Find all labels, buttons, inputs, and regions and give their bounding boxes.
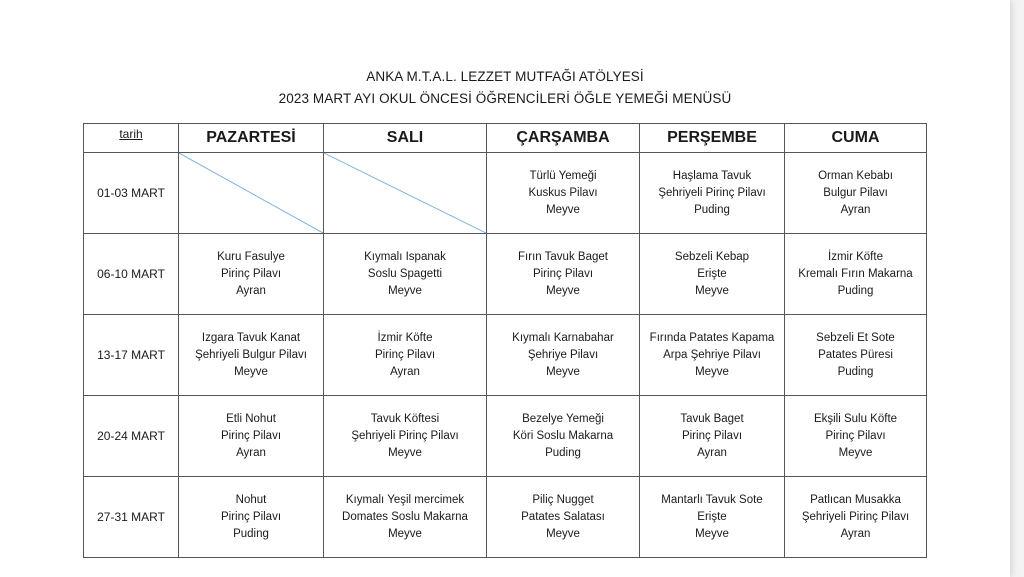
dish-list <box>324 234 486 300</box>
dish-item: İzmir Köfte <box>377 332 433 344</box>
dish-item: Şehriyeli Pirinç Pilavı <box>801 511 910 523</box>
dish-item: Meyve <box>695 366 729 378</box>
dish-list <box>179 315 323 381</box>
dish-list <box>324 477 486 543</box>
dish-list <box>640 396 784 462</box>
menu-cell-thursday <box>640 153 785 234</box>
dish-item: Nohut <box>235 494 267 506</box>
dish-item: Meyve <box>546 285 580 297</box>
dish-list <box>487 315 639 381</box>
dish-item: Puding <box>837 285 874 297</box>
dish-item: Ayran <box>697 447 727 459</box>
diagonal-line <box>179 153 323 233</box>
menu-cell-tuesday <box>324 315 487 396</box>
diagonal-strike <box>324 153 486 233</box>
dish-item: Izgara Tavuk Kanat <box>201 332 301 344</box>
menu-cell-wednesday <box>487 153 640 234</box>
dish-item: Erişte <box>697 268 727 280</box>
dish-item: Şehriyeli Pirinç Pilavı <box>658 187 766 199</box>
dish-item: Tavuk Köftesi <box>370 413 440 425</box>
dish-item: Meyve <box>388 447 422 459</box>
dish-item: Ayran <box>840 204 871 216</box>
dish-item: Şehriyeli Pirinç Pilavı <box>351 430 459 442</box>
dish-item: Meyve <box>388 285 422 297</box>
dish-item: Erişte <box>697 511 727 523</box>
menu-cell-thursday <box>640 477 785 558</box>
dish-item: Patates Püresi <box>818 349 893 361</box>
dish-item: Mantarlı Tavuk Sote <box>661 494 763 506</box>
dish-list <box>785 315 926 381</box>
dish-item: Pirinç Pilavı <box>220 268 282 280</box>
dish-list <box>487 153 639 219</box>
dish-list <box>179 396 323 462</box>
dish-item: Pirinç Pilavı <box>825 430 886 442</box>
menu-cell-monday <box>179 396 324 477</box>
week-date: 06-10 MART <box>84 234 179 315</box>
dish-item: Ayran <box>840 528 871 540</box>
dish-item: Pirinç Pilavı <box>532 268 594 280</box>
dish-item: Meyve <box>695 285 729 297</box>
dish-item: Pirinç Pilavı <box>220 511 282 523</box>
dish-list <box>640 234 784 300</box>
table-row <box>84 396 927 477</box>
table-row <box>84 234 927 315</box>
dish-item: Kıymalı Ispanak <box>364 251 446 263</box>
dish-item: Şehriye Pilavı <box>527 349 599 361</box>
dish-list <box>179 234 323 300</box>
dish-item: Meyve <box>546 366 580 378</box>
empty-cell-tuesday <box>324 153 487 234</box>
dish-item: Sebzeli Kebap <box>674 251 750 263</box>
dish-list <box>179 477 323 543</box>
menu-cell-wednesday <box>487 234 640 315</box>
menu-cell-monday <box>179 315 324 396</box>
dish-item: Köri Soslu Makarna <box>512 430 614 442</box>
dish-item: Arpa Şehriye Pilavı <box>663 349 761 361</box>
menu-cell-friday <box>785 477 927 558</box>
dish-item: Pirinç Pilavı <box>681 430 743 442</box>
dish-item: Kuru Fasulye <box>217 251 285 263</box>
dish-item: İzmir Köfte <box>828 251 883 263</box>
dish-item: Bulgur Pilavı <box>823 187 888 199</box>
day-header-wednesday: ÇARŞAMBA <box>487 124 640 153</box>
dish-item: Ekşili Sulu Köfte <box>813 413 898 425</box>
table-row <box>84 477 927 558</box>
diagonal-strike <box>179 153 323 233</box>
dish-list <box>487 234 639 300</box>
menu-cell-wednesday <box>487 477 640 558</box>
dish-item: Pirinç Pilavı <box>220 430 282 442</box>
dish-item: Pirinç Pilavı <box>374 349 436 361</box>
dish-item: Ayran <box>390 366 420 378</box>
menu-cell-tuesday <box>324 477 487 558</box>
table-row <box>84 153 927 234</box>
menu-titles <box>0 66 1010 110</box>
dish-list <box>640 315 784 381</box>
diagonal-line <box>324 153 486 233</box>
dish-item: Tavuk Baget <box>680 413 744 425</box>
week-date: 27-31 MART <box>84 477 179 558</box>
menu-cell-thursday <box>640 396 785 477</box>
day-header-monday: PAZARTESİ <box>179 124 324 153</box>
dish-item: Puding <box>694 204 730 216</box>
menu-cell-wednesday <box>487 315 640 396</box>
dish-item: Meyve <box>388 528 422 540</box>
dish-item: Haşlama Tavuk <box>672 170 752 182</box>
dish-item: Orman Kebabı <box>818 170 893 182</box>
header-row <box>84 124 927 153</box>
dish-item: Kremalı Fırın Makarna <box>798 268 913 280</box>
date-column-header: tarih <box>84 124 179 153</box>
dish-item: Soslu Spagetti <box>367 268 443 280</box>
dish-item: Sebzeli Et Sote <box>816 332 895 344</box>
menu-table <box>83 123 927 558</box>
day-header-thursday: PERŞEMBE <box>640 124 785 153</box>
dish-item: Piliç Nugget <box>532 494 594 506</box>
dish-item: Ayran <box>236 447 266 459</box>
dish-item: Şehriyeli Bulgur Pilavı <box>195 349 307 361</box>
dish-item: Meyve <box>695 528 729 540</box>
dish-item: Meyve <box>234 366 268 378</box>
dish-list <box>487 396 639 462</box>
menu-cell-thursday <box>640 315 785 396</box>
menu-cell-thursday <box>640 234 785 315</box>
dish-item: Kıymalı Yeşil mercimek <box>345 494 465 506</box>
empty-cell-monday <box>179 153 324 234</box>
menu-cell-wednesday <box>487 396 640 477</box>
dish-list <box>487 477 639 543</box>
dish-item: Domates Soslu Makarna <box>342 511 468 523</box>
week-date: 01-03 MART <box>84 153 179 234</box>
week-date: 13-17 MART <box>84 315 179 396</box>
dish-list <box>785 396 926 462</box>
day-header-tuesday: SALI <box>324 124 487 153</box>
dish-list <box>324 396 486 462</box>
menu-cell-friday <box>785 396 927 477</box>
dish-list <box>785 234 926 300</box>
menu-title: 2023 MART AYI OKUL ÖNCESİ ÖĞRENCİLERİ ÖĞLE YEMEĞİ MENÜSÜ <box>278 91 732 106</box>
dish-item: Patates Salatası <box>521 511 605 523</box>
dish-list <box>785 153 926 219</box>
dish-item: Fırında Patates Kapama <box>649 332 775 344</box>
dish-item: Kıymalı Karnabahar <box>512 332 614 344</box>
table-row <box>84 315 927 396</box>
dish-list <box>640 153 784 219</box>
dish-item: Kuskus Pilavı <box>528 187 598 199</box>
menu-cell-friday <box>785 315 927 396</box>
day-header-friday: CUMA <box>785 124 927 153</box>
menu-cell-tuesday <box>324 234 487 315</box>
dish-item: Puding <box>545 447 581 459</box>
menu-cell-friday <box>785 153 927 234</box>
dish-item: Meyve <box>838 447 873 459</box>
dish-list <box>324 315 486 381</box>
menu-cell-tuesday <box>324 396 487 477</box>
dish-item: Puding <box>233 528 269 540</box>
dish-item: Türlü Yemeği <box>529 170 597 182</box>
week-date: 20-24 MART <box>84 396 179 477</box>
menu-cell-monday <box>179 477 324 558</box>
dish-item: Patlıcan Musakka <box>810 494 901 506</box>
dish-list <box>640 477 784 543</box>
dish-item: Etli Nohut <box>226 413 276 425</box>
dish-item: Puding <box>837 366 874 378</box>
menu-cell-monday <box>179 234 324 315</box>
dish-item: Fırın Tavuk Baget <box>518 251 608 263</box>
dish-list <box>785 477 926 543</box>
menu-cell-friday <box>785 234 927 315</box>
dish-item: Bezelye Yemeği <box>522 413 604 425</box>
dish-item: Meyve <box>546 528 580 540</box>
school-title: ANKA M.T.A.L. LEZZET MUTFAĞI ATÖLYESİ <box>366 69 644 84</box>
dish-item: Ayran <box>236 285 266 297</box>
dish-item: Meyve <box>546 204 580 216</box>
